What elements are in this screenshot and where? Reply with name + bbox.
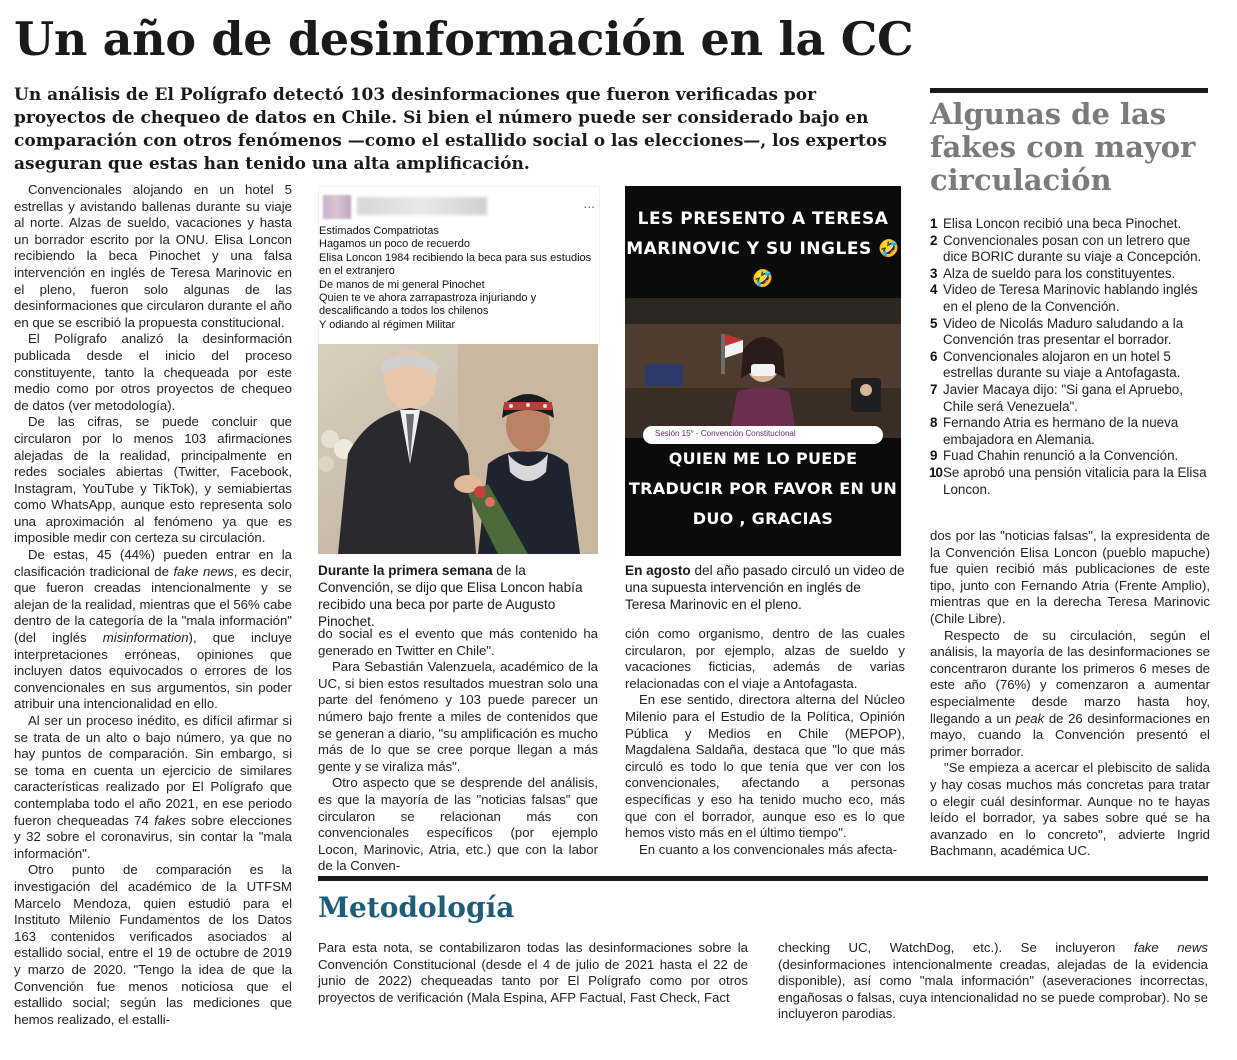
photo-pinochet-loncon [318, 344, 598, 554]
body-column-2 [318, 626, 598, 874]
text-emphasis: fake news [1133, 940, 1208, 955]
text-run: sobre elecciones y 32 sobre el coronavirus, sin contar la "mala información". [14, 812, 292, 861]
list-text: Video de Nicolás Maduro saludando a la Convención tras presentar el borrador. [943, 315, 1184, 348]
methodology-column-2 [778, 940, 1208, 1022]
list-item [930, 448, 1208, 465]
list-number: 10 [929, 464, 942, 480]
list-text: Convencionales alojaron en un hotel 5 estrellas durante su viaje a Antofagasta. [943, 348, 1181, 381]
paragraph: De las cifras, se puede concluir que circularon por lo menos 103 afirmaciones alejadas de la realidad, principalmente en redes sociales abiertas (Twitter, Facebook, Instagram, YouTube y TikTok), y semiabiertas como WhatsApp, aunque esto representa solo una aproximación al fenómeno ya que es imposible medir con certeza su circulación. [14, 414, 292, 546]
list-item [930, 465, 1208, 498]
paragraph: El Polígrafo analizó la desinformación publicada desde el inicio del proceso constituyente, tanto la chequeada por este medio como por otros proyectos de chequeo de datos (ver metodología). [14, 331, 292, 413]
video-screenshot [625, 186, 901, 556]
list-text: Video de Teresa Marinovic hablando inglés en el pleno de la Convención. [943, 282, 1198, 314]
video-scene [625, 298, 901, 438]
sidebar-rule [930, 88, 1208, 93]
paragraph: Otro punto de comparación es la investigación del académico de la UTFSM Marcelo Mendoza, quien estudió para el Instituto Milenio Fundamentos de los Datos 163 contenidos verificados asociados al estallido social, entre el 19 de octubre de 2019 y marzo de 2020. "Tengo la idea de que la Convención fue menos noticiosa que el estallido social; según las mediciones que hemos realizado, el estalli- [14, 862, 292, 1027]
list-text: Se aprobó una pensión vitalicia para la Elisa Loncon. [943, 464, 1207, 497]
list-item [930, 382, 1208, 415]
list-number: 2 [930, 232, 938, 248]
video-frame [625, 298, 901, 438]
video-overlay-bottom: QUIEN ME LO PUEDE TRADUCIR POR FAVOR EN UN DUO , GRACIAS [628, 449, 898, 528]
caption-right [625, 562, 905, 613]
blurred-username [357, 197, 487, 215]
text-run: Al ser un proceso inédito, es difícil afirmar si se trata de un alto o bajo número, ya que no hay puntos de comparación. Sin embargo, si se toma en cuenta un ejercicio de similares características realizado por El Polígrafo que contemplaba todo el año 2021, en ese periodo fueron chequeadas 74 [14, 713, 292, 828]
list-number: 7 [930, 381, 938, 397]
paragraph [930, 628, 1210, 761]
caption-text: del año pasado circuló un video de una supuesta intervención en inglés de Teresa Marinovic en el pleno. [625, 563, 905, 612]
list-item [930, 415, 1208, 448]
list-item [930, 316, 1208, 349]
list-item [930, 349, 1208, 382]
paragraph: Para Sebastián Valenzuela, académico de la UC, si bien estos resultados muestran solo una parte del fenómeno y 103 puede parecer un número bajo frente a miles de contenidos que se generan a diario, "su amplificación es mucho más de lo que se cree porque llegan a más gente y se viraliza más". [318, 659, 598, 774]
methodology-rule [318, 876, 1208, 881]
post-text: Estimados Compatriotas Hagamos un poco de recuerdo Elisa Loncon 1984 recibiendo la beca para sus estudios en el extranjero De manos de mi general Pinochet Quien te ve ahora zarrapastroza injuriando y descalificando a todos los chilenos Y odiando al régimen Militar [319, 225, 592, 331]
list-text: Javier Macaya dijo: "Si gana el Apruebo, Chile será Venezuela". [943, 381, 1183, 414]
list-item [930, 266, 1208, 283]
paragraph: "Se empieza a acercar el plebiscito de salida y hay cosas muchos más concretas para tratar o elegir cuál desinformar. Aunque no te hayas leído el borrador, ya sabes sobre qué se ha avanzado en lo concreto", advierte Ingrid Bachmann, académica UC. [930, 760, 1210, 859]
text-run: ), que incluye interpretaciones erróneas, opiniones que incluyen datos equivocados o errores de los convencionales en sus argumentos, sin poder atribuir una intencionalidad en ello. [14, 630, 292, 712]
list-text: Fernando Atria es hermano de la nueva embajadora en Alemania. [943, 415, 1179, 447]
caption-lead: Durante la primera semana [318, 563, 493, 578]
headline: Un año de desinformación en la CC [14, 12, 914, 66]
text-run: De estas, 45 (44%) pueden entrar en la clasificación tradicional de [14, 547, 292, 579]
list-number: 5 [930, 315, 938, 331]
video-overlay-top: LES PRESENTO A TERESA MARINOVIC Y SU INGLES 🤣🤣 [626, 209, 900, 289]
more-options-icon: ... [583, 195, 595, 211]
paragraph [14, 547, 292, 713]
text-run: (desinformaciones intencionalmente creadas, alejadas de la evidencia disponible), así como "mala información" (aseveraciones incorrectas, engañosas o falsas, cuya intencionalidad no se puede comprobar). No se incluyeron parodias. [778, 956, 1208, 1022]
paragraph: Para esta nota, se contabilizaron todas las desinformaciones sobre la Convención Constitucional (desde el 4 de julio de 2021 hasta el 22 de junio de 2022) chequeadas tanto por El Polígrafo como por otros proyectos de verificación (Mala Espina, AFP Factual, Fast Check, Fact [318, 940, 748, 1005]
caption-lead: En agosto [625, 563, 691, 578]
paragraph: En ese sentido, directora alterna del Núcleo Milenio para el Estudio de la Política, Opinión Pública y Medios en Chile (MEPOP), Magdalena Saldaña, destaca que "lo que más circuló es todo lo que tenía que ver con los convencionales, afectando a personas específicas y eso ha tenido mucho eco, más que con el borrador, aunque eso es lo que hemos visto más en el último tiempo". [625, 692, 905, 841]
paragraph [14, 713, 292, 862]
text-run: Respecto de su circulación, según el análisis, la mayoría de las desinformaciones se concentraron durante los primeros 6 meses de este año (76%) y comenzaron a aumentar especialmente desde marzo hasta hoy, llegando a un [930, 627, 1210, 726]
paragraph: Convencionales alojando en un hotel 5 estrellas y avistando ballenas durante su viaje al norte. Alzas de sueldo, vacaciones y hasta un borrador escrito por la ONU. Elisa Loncon recibiendo la beca Pinochet y una falsa intervención en inglés de Teresa Marinovic en el pleno, fueron solo algunas de las desinformaciones que circularon durante el año en que se escribió la propuesta constitucional. [14, 182, 292, 330]
body-column-1 [14, 182, 292, 1027]
list-number: 3 [930, 265, 938, 281]
list-item [930, 282, 1208, 315]
list-text: Convencionales posan con un letrero que dice BORIC durante su viaje a Concepción. [943, 232, 1202, 265]
avatar [323, 195, 351, 219]
fakes-list [930, 216, 1208, 498]
list-number: 8 [930, 415, 938, 431]
methodology-column-1 [318, 940, 748, 1010]
text-emphasis: fake news [173, 563, 234, 579]
body-column-4 [930, 528, 1210, 860]
text-emphasis: peak [1015, 710, 1045, 726]
list-text: Elisa Loncon recibió una beca Pinochet. [943, 216, 1182, 231]
caption-text: de la Convención, se dijo que Elisa Loncon había recibido una beca por parte de Augusto Pinochet. [318, 563, 583, 629]
text-emphasis: fakes [154, 812, 186, 828]
list-text: Fuad Chahin renunció a la Convención. [943, 448, 1179, 464]
list-number: 4 [930, 282, 938, 298]
deck: Un análisis de El Polígrafo detectó 103 desinformaciones que fueron verificadas por proyectos de chequeo de datos en Chile. Si bien el número puede ser considerado bajo en comparación con otros fenómenos —como el estallido social o las elecciones—, los expertos aseguran que estas han tenido una alta amplificación. [14, 85, 887, 174]
paragraph [778, 940, 1208, 1023]
text-run: de 26 desinformaciones en mayo, cuando la Convención presentó el primer borrador. [930, 710, 1210, 759]
sidebar-title: Algunas de las fakes con mayor circulación [930, 97, 1196, 197]
paragraph: dos por las "noticias falsas", la expresidenta de la Convención Elisa Loncon (pueblo mapuche) fue quien recibió más publicaciones de este tipo, junto con Fernando Atria (Frente Amplio), mientras que en la derecha Teresa Marinovic (Chile Libre). [930, 528, 1210, 626]
photo-illustration [318, 344, 598, 554]
list-number: 6 [930, 348, 938, 364]
paragraph: ción como organismo, dentro de las cuales circularon, por ejemplo, alzas de sueldo y vacaciones ficticias, además de varias relacionadas con el viaje a Antofagasta. [625, 626, 905, 691]
list-text: Alza de sueldo para los constituyentes. [943, 265, 1176, 281]
paragraph: do social es el evento que más contenido ha generado en Twitter en Chile". [318, 626, 598, 658]
list-item [930, 233, 1208, 266]
social-post-image [318, 186, 600, 348]
list-number: 1 [930, 216, 938, 231]
caption-left [318, 562, 598, 630]
list-item [930, 216, 1208, 233]
methodology-title: Metodología [318, 891, 515, 924]
text-emphasis: misinformation [102, 630, 189, 646]
list-number: 9 [930, 448, 938, 464]
video-lower-third-text: Sesión 15° - Convención Constitucional [655, 429, 796, 438]
paragraph: Otro aspecto que se desprende del análisis, es que la mayoría de las "noticias falsas" que circularon se relacionan más con convencionales específicos (por ejemplo Locon, Marinovic, Atria, etc.) que con la labor de la Conven- [318, 775, 598, 874]
text-run: checking UC, WatchDog, etc.). Se incluyeron [778, 940, 1134, 955]
paragraph: En cuanto a los convencionales más afecta- [639, 841, 898, 857]
text-run: , es decir, que fueron creadas intencionalmente y se alejan de la realidad, mientras que el 56% cabe dentro de la categoría de la "mala información" (del inglés [14, 563, 292, 646]
body-column-3 [625, 626, 905, 858]
